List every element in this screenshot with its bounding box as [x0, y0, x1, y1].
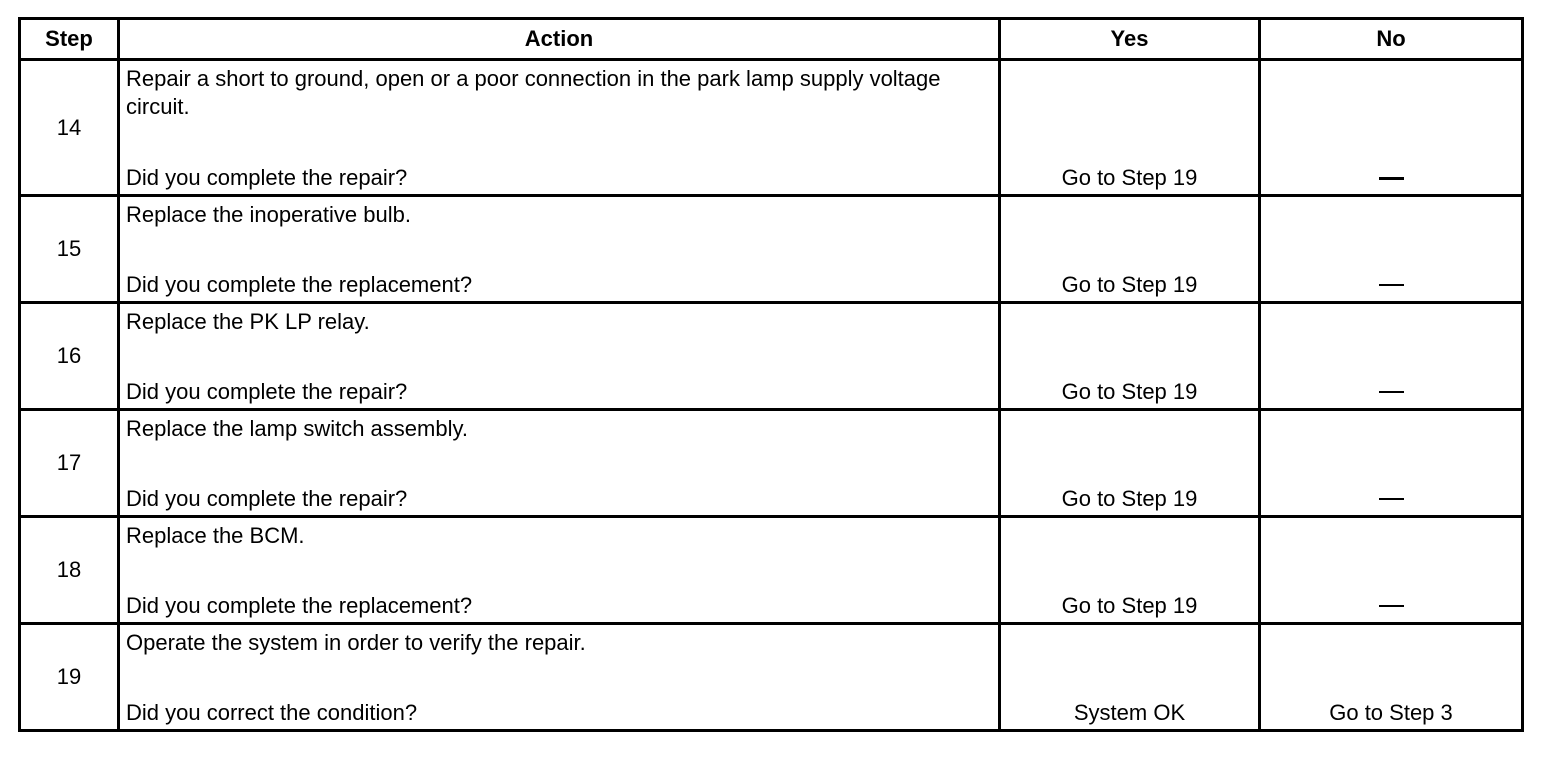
yes-result: Go to Step 19: [1061, 165, 1198, 190]
table-header-row: [20, 19, 1523, 60]
action-cell: [119, 196, 1000, 303]
action-cell: [119, 303, 1000, 410]
action-cell: [119, 624, 1000, 731]
step-number: 15: [20, 196, 119, 303]
no-cell: [1260, 517, 1523, 624]
step-number: 17: [20, 410, 119, 517]
action-text: Replace the BCM.: [126, 523, 305, 548]
table-row: [20, 60, 1523, 196]
no-cell: [1260, 196, 1523, 303]
table-row: [20, 410, 1523, 517]
header-yes: Yes: [1000, 19, 1260, 60]
step-number: 18: [20, 517, 119, 624]
step-number: 16: [20, 303, 119, 410]
step-number: 19: [20, 624, 119, 731]
action-cell: [119, 517, 1000, 624]
no-result: [1261, 485, 1521, 513]
no-result: [1261, 592, 1521, 620]
diagnostic-table: [18, 17, 1524, 732]
action-text: Replace the PK LP relay.: [126, 309, 370, 334]
table-row: [20, 624, 1523, 731]
dash-icon: [1379, 391, 1404, 393]
action-question: Did you complete the repair?: [126, 165, 408, 190]
yes-cell: [1000, 410, 1260, 517]
yes-result: Go to Step 19: [1061, 593, 1198, 618]
no-cell: [1260, 60, 1523, 196]
table-row: [20, 196, 1523, 303]
yes-cell: [1000, 517, 1260, 624]
table-row: [20, 517, 1523, 624]
action-question: Did you complete the repair?: [126, 486, 408, 511]
header-step: Step: [20, 19, 119, 60]
no-result: [1261, 271, 1521, 299]
dash-icon: [1379, 284, 1404, 286]
dash-icon: [1379, 177, 1404, 180]
yes-result: Go to Step 19: [1061, 379, 1198, 404]
no-result: [1261, 164, 1521, 192]
no-cell: [1260, 624, 1523, 731]
action-text: Repair a short to ground, open or a poor connection in the park lamp supply voltage circuit.: [126, 66, 941, 119]
action-question: Did you complete the replacement?: [126, 593, 473, 618]
yes-cell: [1000, 624, 1260, 731]
action-text: Replace the lamp switch assembly.: [126, 416, 468, 441]
action-question: Did you complete the replacement?: [126, 272, 473, 297]
table-row: [20, 303, 1523, 410]
action-text: Operate the system in order to verify the repair.: [126, 630, 586, 655]
no-result: Go to Step 3: [1329, 700, 1453, 725]
no-result: [1261, 378, 1521, 406]
dash-icon: [1379, 498, 1404, 500]
yes-result: Go to Step 19: [1061, 272, 1198, 297]
action-question: Did you correct the condition?: [126, 700, 418, 725]
action-text: Replace the inoperative bulb.: [126, 202, 411, 227]
action-question: Did you complete the repair?: [126, 379, 408, 404]
action-cell: [119, 410, 1000, 517]
dash-icon: [1379, 605, 1404, 607]
yes-result: System OK: [1073, 700, 1186, 725]
yes-cell: [1000, 303, 1260, 410]
no-cell: [1260, 303, 1523, 410]
yes-cell: [1000, 60, 1260, 196]
header-no: No: [1260, 19, 1523, 60]
action-cell: [119, 60, 1000, 196]
yes-result: Go to Step 19: [1061, 486, 1198, 511]
yes-cell: [1000, 196, 1260, 303]
no-cell: [1260, 410, 1523, 517]
step-number: 14: [20, 60, 119, 196]
header-action: Action: [119, 19, 1000, 60]
